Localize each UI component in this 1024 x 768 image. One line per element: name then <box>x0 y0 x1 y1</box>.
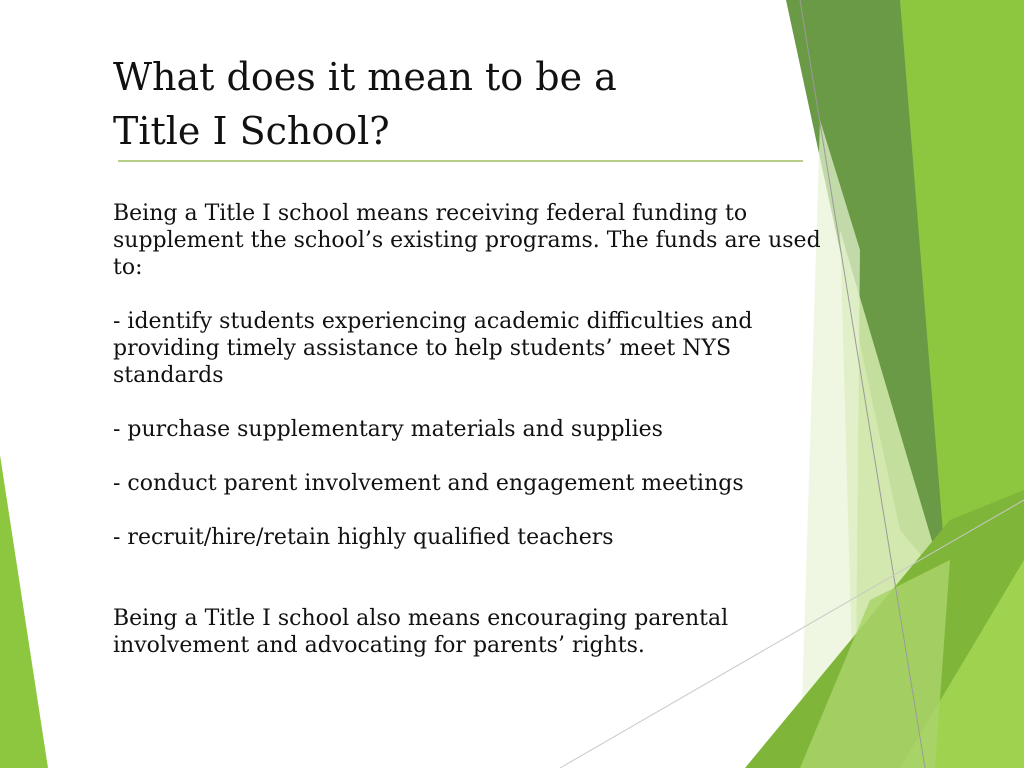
bullet-item: - recruit/hire/retain highly qualified teachers <box>113 525 614 550</box>
slide-body <box>113 200 833 659</box>
bullet-item: - conduct parent involvement and engagement meetings <box>113 471 744 496</box>
closing-paragraph: Being a Title I school also means encouraging parental involvement and advocating for parents’ rights. <box>113 606 729 658</box>
title-line-2: Title I School? <box>113 109 390 153</box>
bullet-item: - purchase supplementary materials and supplies <box>113 417 663 442</box>
left-edge-facet <box>0 455 48 768</box>
intro-paragraph: Being a Title I school means receiving federal funding to supplement the school’s existing programs. The funds are used to: <box>113 201 821 280</box>
title-underline <box>118 160 803 162</box>
bullet-item: - identify students experiencing academic difficulties and providing timely assistance to help students’ meet NYS standards <box>113 309 753 388</box>
slide-title <box>113 50 793 158</box>
title-line-1: What does it mean to be a <box>113 55 617 99</box>
